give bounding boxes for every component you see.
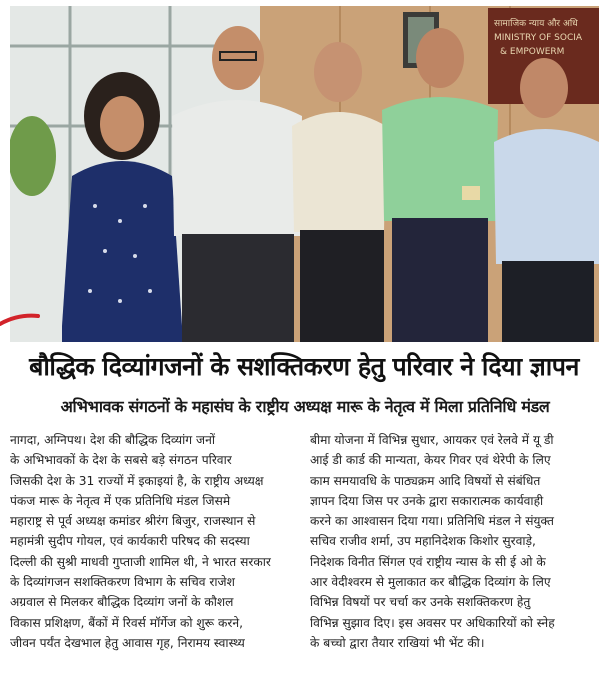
text-line: के अभिभावकों के देश के सबसे बड़े संगठन परिवार <box>10 453 232 468</box>
article-column-left <box>10 430 300 676</box>
text-line: अग्रवाल से मिलकर बौद्धिक दिव्यांग जनों के कौशल <box>10 595 234 610</box>
text-line: बीमा योजना में विभिन्न सुधार, आयकर एवं रेलवे में यू डी <box>310 433 554 447</box>
article-body <box>10 430 600 676</box>
text-line: के बच्चो द्वारा तैयार राखियां भी भेंट की। <box>310 635 485 650</box>
sign-line-3: & EMPOWERM <box>500 47 565 57</box>
text-line: विभिन्न विषयों पर चर्चा कर उनके सशक्तिकरण हेतु <box>310 595 531 610</box>
clipping-mark <box>0 312 40 326</box>
plant <box>10 116 56 196</box>
text-line: दिल्ली की सुश्री माधवी गुप्ताजी शामिल थी, ने भारत सरकार <box>10 554 271 569</box>
text-line: काम समयावधि के पाठ्यक्रम आदि विषयों से संबंधित <box>310 473 541 488</box>
text-line: निदेशक विनीत सिंगल एवं राष्ट्रीय न्यास के सी ई ओ के <box>310 554 546 569</box>
text-line: जिसकी देश के 31 राज्यों में इकाइयां है, के राष्ट्रीय अध्यक्ष <box>10 473 264 488</box>
text-line: विभिन्न सुझाव दिए। इस अवसर पर अधिकारियों को स्नेह <box>310 615 555 630</box>
headline: बौद्धिक दिव्यांगजनों के सशक्तिकरण हेतु परिवार ने दिया ज्ञापन <box>29 352 579 381</box>
text-line: आई डी कार्ड की मान्यता, केयर गिवर एवं थेरेपी के लिए <box>310 453 551 468</box>
text-line: महामंत्री सुदीप गोयल, एवं कार्यकारी परिषद की सदस्या <box>10 534 250 549</box>
photo-illustration <box>10 6 599 342</box>
text-line: महाराष्ट्र से पूर्व अध्यक्ष कमांडर श्रीरंग बिजुर, राजस्थान से <box>10 514 256 529</box>
text-line: जीवन पर्यंत देखभाल हेतु आवास गृह, निरामय स्वास्थ्य <box>10 635 245 650</box>
text-line: के दिव्यांगजन सशक्तिकरण विभाग के सचिव राजेश <box>10 575 235 590</box>
text-line: ज्ञापन दिया जिस पर उनके द्वारा सकारात्मक कार्यवाही <box>310 493 544 508</box>
news-photo <box>10 6 599 342</box>
sign-line-2: MINISTRY OF SOCIA <box>494 33 583 43</box>
text-line: विकास प्रशिक्षण, बैंकों में रिवर्स मॉर्गेज को शुरू करने, <box>10 615 244 630</box>
text-line: नागदा, अग्निपथ। देश की बौद्धिक दिव्यांग जनों <box>10 433 216 447</box>
text-line: पंकज मारू के नेतृत्व में एक प्रतिनिधि मंडल जिसमे <box>10 493 231 508</box>
sign-line-1: सामाजिक न्याय और अधि <box>494 19 578 29</box>
subheadline: अभिभावक संगठनों के महासंघ के राष्ट्रीय अध्यक्ष मारू के नेतृत्व में मिला प्रतिनिधि मंडल <box>60 397 550 416</box>
text-line: आर वेदीश्वरम से मुलाकात कर बौद्धिक दिव्यांग के लिए <box>310 575 551 590</box>
text-line: सचिव राजीव शर्मा, उप महानिदेशक किशोर सुरवाड़े, <box>310 534 536 549</box>
article-column-right <box>310 430 600 676</box>
text-line: करने का आश्वासन दिया गया। प्रतिनिधि मंडल ने संयुक्त <box>310 514 554 529</box>
